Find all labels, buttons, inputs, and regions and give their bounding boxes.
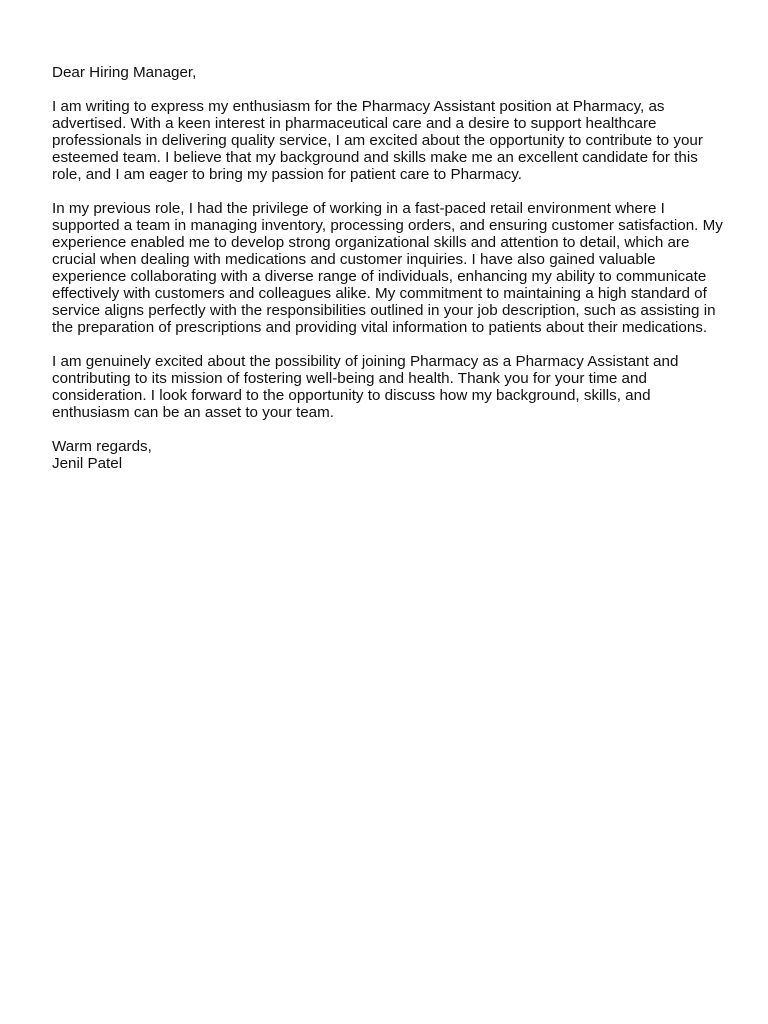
paragraph-conclusion: I am genuinely excited about the possibility of joining Pharmacy as a Pharmacy Assistant and contributing to its mission of fostering well-being and health. Thank you for your time and consideration. I look forward to the opportunity to discuss how my background, skills, and enthusiasm can be an asset to your team. xyxy=(52,353,679,421)
paragraph-intro: I am writing to express my enthusiasm for the Pharmacy Assistant position at Pharmacy, as advertised. With a keen interest in pharmaceutical care and a desire to support healthcare professionals in delivering quality service, I am excited about the opportunity to contribute to your esteemed team. I believe that my background and skills make me an excellent candidate for this role, and I am eager to bring my passion for patient care to Pharmacy. xyxy=(52,98,703,183)
closing: Warm regards, xyxy=(52,438,152,455)
signature-name: Jenil Patel xyxy=(52,455,123,472)
paragraph-experience: In my previous role, I had the privilege of working in a fast-paced retail environment where I supported a team in managing inventory, processing orders, and ensuring customer satisfaction. My experience enabled me to develop strong organizational skills and attention to detail, which are crucial when dealing with medications and customer inquiries. I have also gained valuable experience collaborating with a diverse range of individuals, enhancing my ability to communicate effectively with customers and colleagues alike. My commitment to maintaining a high standard of service aligns perfectly with the responsibilities outlined in your job description, such as assisting in the preparation of prescriptions and providing vital information to patients about their medications. xyxy=(52,200,723,336)
cover-letter xyxy=(52,64,724,472)
salutation: Dear Hiring Manager, xyxy=(52,64,197,81)
